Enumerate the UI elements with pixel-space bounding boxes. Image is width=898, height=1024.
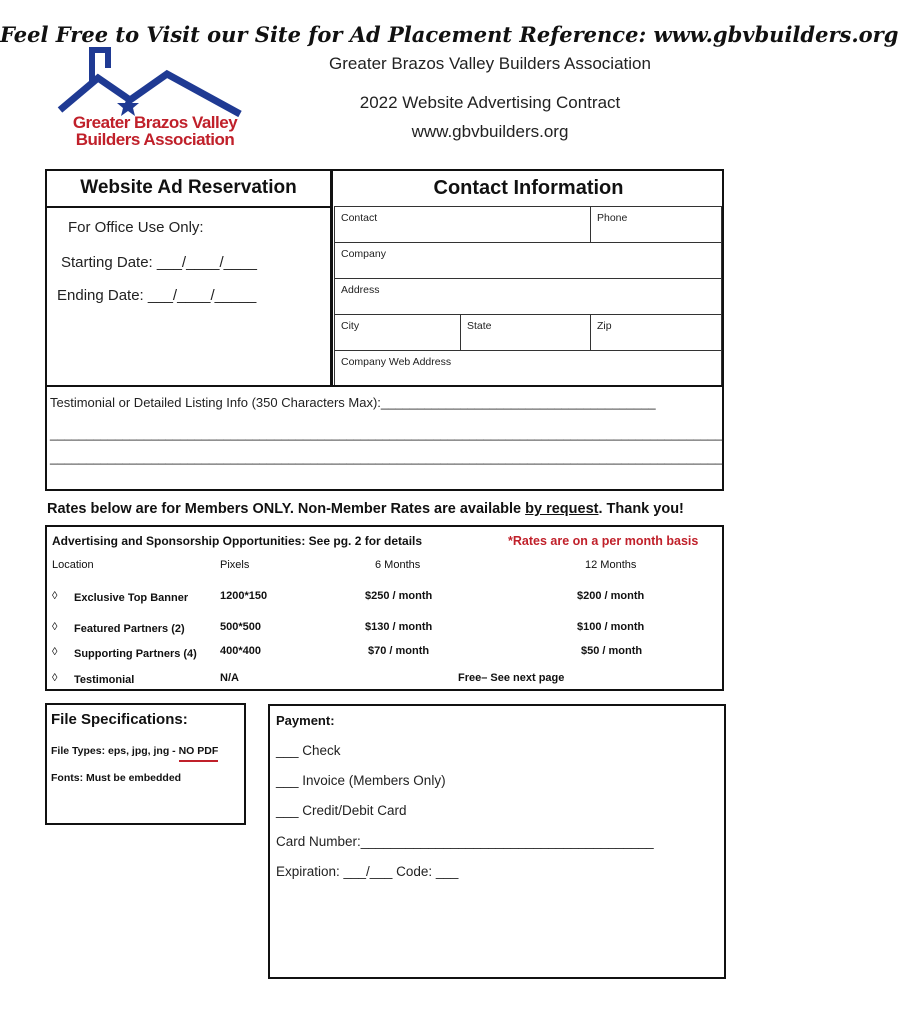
rate-location: Exclusive Top Banner — [74, 592, 189, 604]
rates-box — [45, 525, 724, 691]
by-request-link[interactable]: by request — [525, 501, 599, 517]
rate-6-months: $130 / month — [365, 621, 433, 633]
card-option[interactable]: ___ Credit/Debit Card — [276, 803, 407, 818]
contact-field[interactable]: Contact — [334, 206, 591, 243]
divider — [330, 169, 333, 387]
web-address-field[interactable]: Company Web Address — [334, 350, 722, 386]
reservation-title: Website Ad Reservation — [80, 177, 297, 198]
rate-pixels: 500*500 — [220, 621, 261, 633]
payment-title: Payment: — [276, 713, 335, 728]
rates-notice — [47, 501, 737, 517]
diamond-bullet-icon: ◊ — [52, 621, 58, 633]
rate-6-months: $70 / month — [368, 645, 430, 657]
file-specs-title: File Specifications: — [51, 711, 188, 728]
contact-title: Contact Information — [433, 177, 624, 199]
rate-12-months: $200 / month — [577, 590, 645, 602]
col-pixels: Pixels — [220, 559, 250, 571]
rate-location: Testimonial — [74, 674, 135, 686]
city-field[interactable]: City — [334, 314, 461, 351]
col-6-months: 6 Months — [375, 559, 421, 571]
rate-pixels: 400*400 — [220, 645, 261, 657]
rate-12-months: $100 / month — [577, 621, 645, 633]
diamond-bullet-icon: ◊ — [52, 590, 58, 602]
per-month-note: *Rates are on a per month basis — [508, 534, 699, 548]
testimonial-line[interactable]: _____________________________________________________________________________________________ — [50, 450, 723, 465]
rates-notice-end: . Thank you! — [598, 501, 684, 517]
address-field[interactable]: Address — [334, 278, 722, 315]
rate-12-months: $50 / month — [581, 645, 643, 657]
card-number-field[interactable]: Card Number:_______________________________________ — [276, 834, 654, 849]
logo-line1: Greater Brazos Valley — [72, 113, 238, 132]
expiration-code-field[interactable]: Expiration: ___/___ Code: ___ — [276, 864, 459, 879]
testimonial-label[interactable]: Testimonial or Detailed Listing Info (350 Characters Max):______________________________________ — [50, 395, 656, 410]
site-banner: Feel Free to Visit our Site for Ad Placement Reference: www.gbvbuilders.org — [0, 22, 898, 47]
rate-pixels: N/A — [220, 672, 239, 684]
file-types — [51, 745, 218, 757]
rate-pixels: 1200*150 — [220, 590, 268, 602]
diamond-bullet-icon: ◊ — [52, 646, 58, 658]
rates-notice-text: Rates below are for Members ONLY. Non-Member Rates are available — [47, 501, 526, 517]
invoice-option[interactable]: ___ Invoice (Members Only) — [276, 773, 446, 788]
gbvba-logo — [52, 48, 252, 153]
logo-line2: Builders Association — [75, 130, 235, 149]
no-pdf-note: NO PDF — [179, 745, 219, 762]
divider — [47, 206, 330, 208]
zip-field[interactable]: Zip — [590, 314, 722, 351]
ending-date-field[interactable]: Ending Date: ___/____/_____ — [57, 287, 257, 304]
col-12-months: 12 Months — [585, 559, 637, 571]
rate-location: Supporting Partners (4) — [74, 648, 197, 660]
rate-6-months: $250 / month — [365, 590, 433, 602]
check-option[interactable]: ___ Check — [276, 743, 341, 758]
fonts-note: Fonts: Must be embedded — [51, 772, 182, 784]
starting-date-field[interactable]: Starting Date: ___/____/____ — [61, 254, 257, 271]
office-use-label: For Office Use Only: — [68, 219, 204, 236]
rate-6-months: Free– See next page — [458, 672, 565, 684]
company-field[interactable]: Company — [334, 242, 722, 279]
phone-field[interactable]: Phone — [590, 206, 722, 243]
org-name: Greater Brazos Valley Builders Association — [329, 54, 651, 73]
rate-location: Featured Partners (2) — [74, 623, 185, 635]
diamond-bullet-icon: ◊ — [52, 672, 58, 684]
state-field[interactable]: State — [460, 314, 591, 351]
contract-title: 2022 Website Advertising Contract — [359, 93, 621, 112]
col-location: Location — [52, 559, 94, 571]
rates-heading: Advertising and Sponsorship Opportunities: See pg. 2 for details — [52, 534, 423, 548]
file-types-label: File Types: eps, jpg, jng - — [51, 745, 179, 757]
website-url: www.gbvbuilders.org — [411, 122, 569, 141]
testimonial-line[interactable]: _____________________________________________________________________________________________ — [50, 426, 723, 441]
